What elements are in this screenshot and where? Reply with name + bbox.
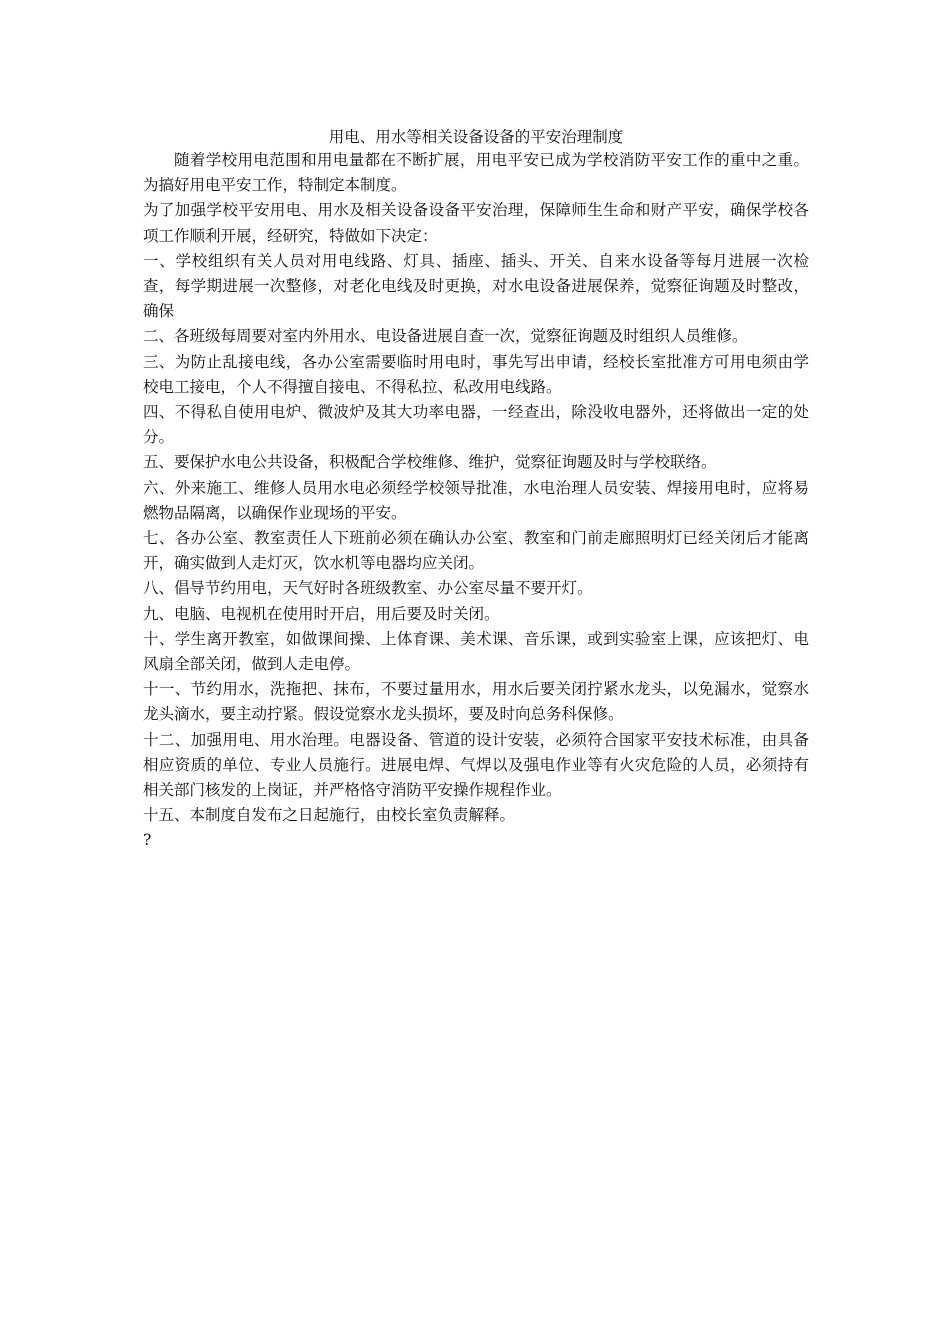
preface-paragraph: 为了加强学校平安用电、用水及相关设备设备平安治理，保障师生生命和财产平安，确保学校各项工作顺利开展，经研究，特做如下决定：	[143, 201, 809, 245]
rule-item-7: 七、各办公室、教室责任人下班前必须在确认办公室、教室和门前走廊照明灯已经关闭后才能离开，确实做到人走灯灭，饮水机等电器均应关闭。	[143, 529, 809, 573]
rule-item-12: 十二、加强用电、用水治理。电器设备、管道的设计安装，必须符合国家平安技术标准，由具备相应资质的单位、专业人员施行。进展电焊、气焊以及强电作业等有火灾危险的人员，必须持有相关部门核发的上岗证，并严格恪守消防平安操作规程作业。	[143, 730, 809, 800]
rule-item-4: 四、不得私自使用电炉、微波炉及其大功率电器，一经查出，除没收电器外，还将做出一定的处分。	[143, 403, 809, 447]
rule-item-15: 十五、本制度自发布之日起施行，由校长室负责解释。	[143, 806, 516, 825]
rule-item-6: 六、外来施工、维修人员用水电必须经学校领导批准，水电治理人员安装、焊接用电时，应将易燃物品隔离，以确保作业现场的平安。	[143, 478, 809, 522]
rule-item-2: 二、各班级每周要对室内外用水、电设备进展自查一次，觉察征询题及时组织人员维修。	[143, 327, 748, 346]
rule-item-5: 五、要保护水电公共设备，积极配合学校维修、维护，觉察征询题及时与学校联络。	[143, 453, 717, 472]
rule-item-11: 十一、节约用水，洗拖把、抹布，不要过量用水，用水后要关闭拧紧水龙头，以免漏水，觉察水龙头滴水，要主动拧紧。假设觉察水龙头损坏，要及时向总务科保修。	[143, 680, 809, 724]
rule-item-10: 十、学生离开教室，如做课间操、上体育课、美术课、音乐课，或到实验室上课，应该把灯、电风扇全部关闭，做到人走电停。	[143, 629, 809, 674]
rule-item-3: 三、为防止乱接电线，各办公室需要临时用电时，事先写出申请，经校长室批准方可用电须由学校电工接电，个人不得擅自接电、不得私拉、私改用电线路。	[143, 352, 809, 396]
intro-paragraph: 随着学校用电范围和用电量都在不断扩展，用电平安已成为学校消防平安工作的重中之重。为搞好用电平安工作，特制定本制度。	[143, 151, 809, 195]
document-body	[143, 126, 809, 854]
rule-item-8: 八、倡导节约用电，天气好时各班级教室、办公室尽量不要开灯。	[143, 579, 593, 598]
trailing-mark: ?	[143, 831, 152, 850]
rule-item-1: 一、学校组织有关人员对用电线路、灯具、插座、插头、开关、自来水设备等每月进展一次检查，每学期进展一次整修，对老化电线及时更换，对水电设备进展保养，觉察征询题及时整改，确保	[143, 251, 809, 321]
document-title: 用电、用水等相关设备设备的平安治理制度	[328, 128, 624, 146]
rule-item-9: 九、电脑、电视机在使用时开启，用后要及时关闭。	[143, 604, 500, 623]
